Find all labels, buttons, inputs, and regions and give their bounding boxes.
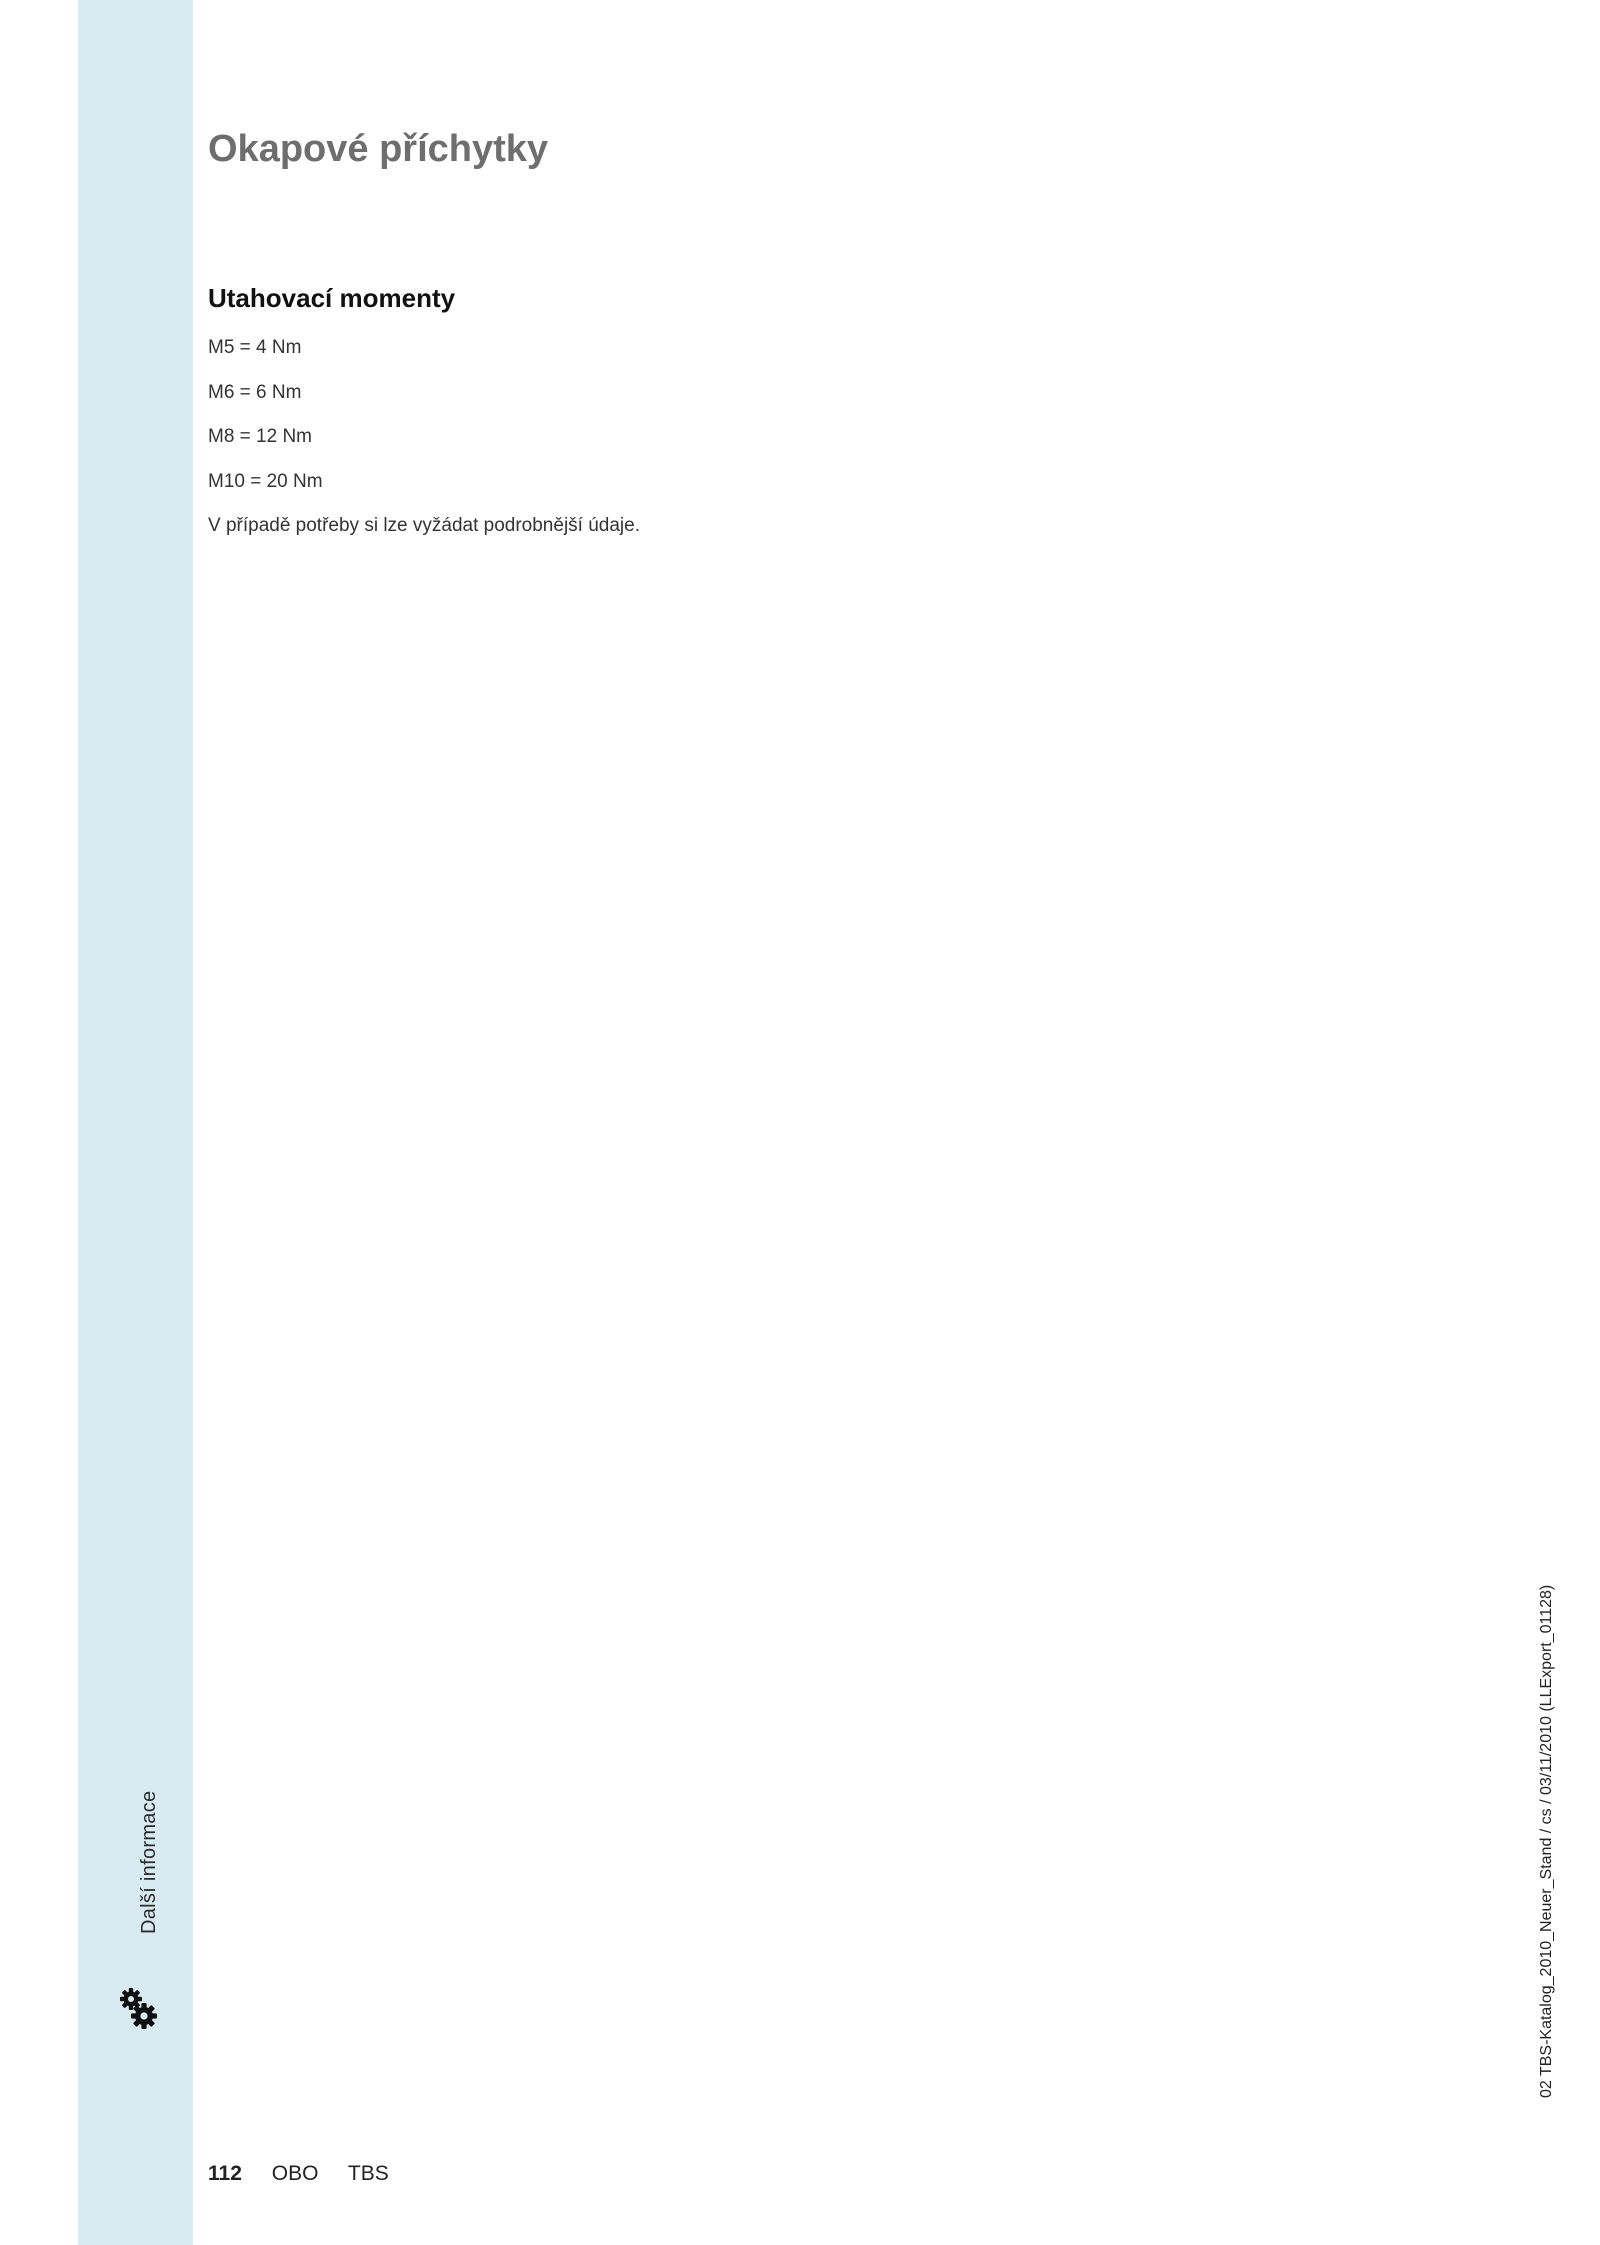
torque-item-m6: M6 = 6 Nm xyxy=(208,381,302,403)
section-heading: Utahovací momenty xyxy=(208,283,456,313)
document-reference: 02 TBS-Katalog_2010_Neuer_Stand / cs / 03/11/2010 (LLExport_01128) xyxy=(1538,1584,1555,2098)
footer-brand: OBO xyxy=(271,2162,319,2185)
sidebar-band xyxy=(78,0,193,2245)
torque-item-m8: M8 = 12 Nm xyxy=(208,426,313,447)
gears-icon xyxy=(118,1987,160,2031)
torque-list xyxy=(208,326,640,549)
torque-item-m5: M5 = 4 Nm xyxy=(208,337,302,358)
sidebar-label: Další informace xyxy=(138,1790,160,1934)
footer xyxy=(208,2162,389,2186)
torque-item-m10: M10 = 20 Nm xyxy=(208,470,323,492)
footer-product: TBS xyxy=(347,2162,389,2185)
page-number: 112 xyxy=(208,2162,242,2185)
details-note: V případě potřeby si lze vyžádat podrobnější údaje. xyxy=(208,515,640,536)
page-title: Okapové příchytky xyxy=(208,128,549,170)
